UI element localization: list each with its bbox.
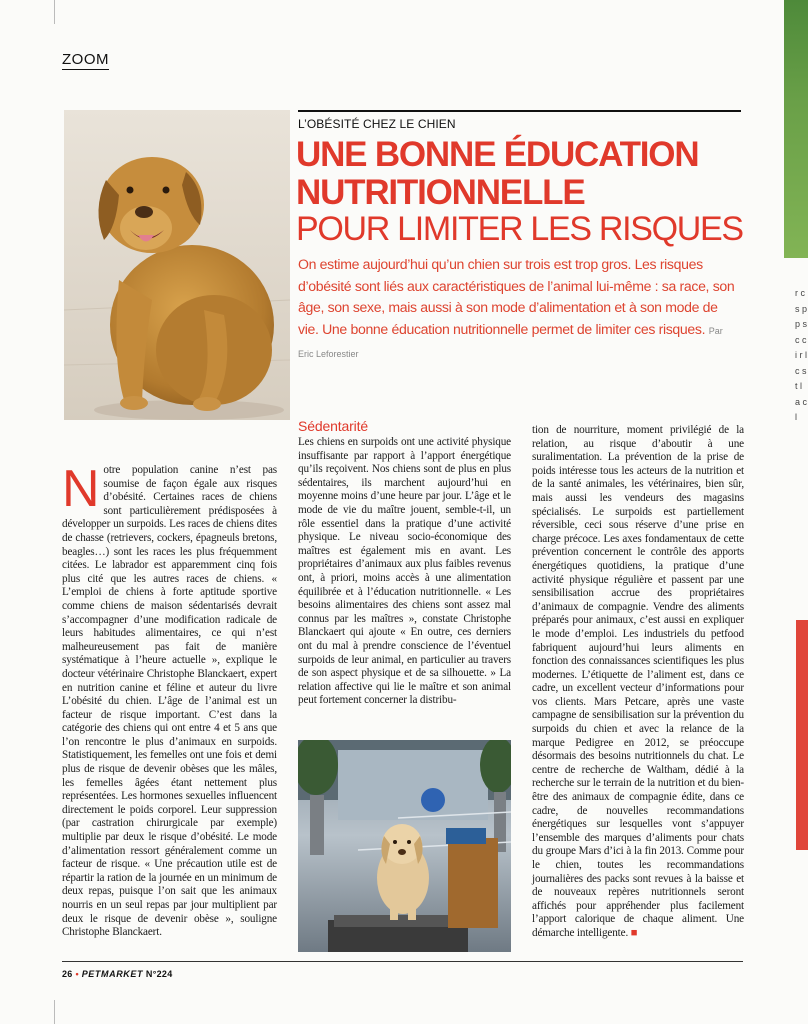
magazine-brand: PETMARKET: [81, 969, 144, 979]
footer-separator: •: [75, 969, 79, 979]
column-3-text: tion de nourriture, moment privilégié de la relation, au risque d’aboutir à une suralimentation. La prévention de la prise de poids intéresse tous les acteurs de la nutrition et de la santé animales, les vétérinaires, bien sûr, mais aussi les vendeurs des magasins spécialisés. Le surpoids est partiellement réversible, ceci sous réserve d’une prise en charge précoce. Les axes fondamentaux de cette prévention concernent le contrôle des apports énergétiques quotidiens, la pratique d’une activité physique régulière et passent par une sensibilisation accrue des propriétaires d’animaux de compagnie. Vendre des aliments préparés pour animaux, c’est aussi en expliquer le mode d’emploi. Les industriels du petfood fabriquent aujourd’hui leurs aliments en fonction des connaissances scientifiques les plus modernes. L’étiquette de l’aliment est, dans ce cadre, un excellent vecteur d’informations pour vos clients. Mars Petcare, après une vaste campagne de sensibilisation sur la prévention du surpoids du chien et avec la relance de la marque Pedigree en 2012, se préoccupe désormais des besoins nutritionnels du chat. Le centre de recherche de Waltham, dédié à la recherche sur le terrain de la nutrition et du bien-être des animaux de compagnie édite, dans ce cadre, de nouvelles recommandations énergétiques sur lesquelles vont s’appuyer l’ensemble des marques d’aliments pour chats du groupe Mars d’ici à la fin 2013. Comme pour le chien, toutes les recommandations journalières des packs sont revues à la baisse et de nouveaux repères nutritionnels seront affichés pour appréhender plus facilement l’apport calorique de chaque aliment. Une démarche intelligente.: [532, 424, 744, 939]
subheading-sedentarite: Sédentarité: [298, 418, 368, 434]
header-rule: [298, 110, 741, 112]
crop-mark: [54, 1000, 55, 1024]
fat-dog-photo: [64, 110, 290, 420]
footer-rule: [62, 961, 743, 962]
page-number: 26: [62, 969, 73, 979]
article-lede: [298, 254, 738, 366]
next-page-photo-edge: [784, 0, 808, 258]
column-1-text: otre population canine n’est pas soumise de façon égale aux risques d’obésité. Certaines races de chiens sont particulièrement prédisposées à développer un surpoids. Les races de chiens dites de chasse (retrievers, cockers, épagneuls bretons, beagles…) sont les races les plus fréquemment citées. Le labrador est apparemment cinq fois plus cité que les autres races de chiens. « L’emploi de chiens à forte aptitude sportive comme chiens de maison sédentarisés devrait s’accompagner d’une modification radicale de leurs habitudes alimentaires, ce qui n’est malheureusement pas fait de manière systématique à l’heure actuelle », explique le docteur vétérinaire Christophe Blanckaert, expert en nutrition canine et féline et auteur du livre L’obésité du chien. L’âge de l’animal est un facteur de risque important. C’est dans la catégorie des chiens qui ont entre 4 et 5 ans que l’on rencontre le plus d’animaux en surpoids. Statistiquement, les femelles ont une fois et demi plus de risque de devenir obèses que les mâles, les femelles âgées étant nettement plus représentées. Les hormones sexuelles influencent directement le poids corporel. Leur suppression (par castration chirurgicale par exemple) multiplie par deux le risque d’obésité. Le mode d’alimentation ressort généralement comme un facteur de risque. « Une précaution utile est de répartir la ration de la journée en un minimum de deux repas, puisque l’on sait que les animaux nourris en un seul repas par jour multiplient par deux le risque de devenir obèse », souligne Christophe Blanckaert.: [62, 464, 277, 939]
column-2-text: Les chiens en surpoids ont une activité physique insuffisante par rapport à l’apport énergétique qu’ils reçoivent. Nos chiens sont de plus en plus sédentaires, ils marchent aujourd’hui en moyenne moins d’une heure par jour. L’âge et le mode de vie du maître jouent, semble-t-il, un rôle essentiel dans la pratique d’une activité physique. Le niveau socio-économique des maîtres est également mis en avant. Les propriétaires d’animaux aux plus faibles revenus ont, à priori, moins accès à une alimentation équilibrée et à l’éducation nutritionnelle. « Les besoins alimentaires des chiens sont assez mal connus par les maîtres », constate Christophe Blanckaert qui ajoute « En outre, ces derniers ont du mal à prendre conscience de l’éventuel surpoids de leur animal, en particulier au travers de son aspect physique et de sa silhouette. » La relation affective qui lie le maître et son animal peut fortement concerner la distribu-: [298, 436, 511, 707]
end-mark: ■: [630, 926, 638, 939]
drop-cap: N: [62, 460, 100, 518]
byline: Par Eric Leforestier: [298, 325, 723, 359]
issue-number: N°224: [145, 969, 173, 979]
article-column-2: [298, 418, 511, 708]
article-column-1: [62, 460, 277, 940]
next-page-accent-edge: [796, 620, 808, 850]
next-page-text-edge: r c s p p s c c i r l c s t l a c l: [795, 288, 808, 422]
article-subtitle: POUR LIMITER LES RISQUES: [296, 210, 743, 248]
page-footer: [62, 969, 173, 979]
article-column-3: [532, 424, 744, 941]
lede-text: On estime aujourd’hui qu’un chien sur trois est trop gros. Les risques d’obésité sont liés aux caractéristiques de l’animal lui-même : sa race, son âge, son sexe, mais aussi à son mode d’alimentation et à son mode de vie. Une bonne éducation nutritionnelle permet de limiter ces risques.: [298, 256, 735, 337]
article-title-line1: UNE BONNE ÉDUCATION: [296, 135, 699, 174]
section-label: ZOOM: [62, 51, 109, 68]
article-kicker: L’OBÉSITÉ CHEZ LE CHIEN: [298, 117, 456, 131]
crop-mark: [54, 0, 55, 24]
dog-on-scale-photo: [298, 740, 511, 952]
article-title-line2: NUTRITIONNELLE: [296, 173, 585, 212]
